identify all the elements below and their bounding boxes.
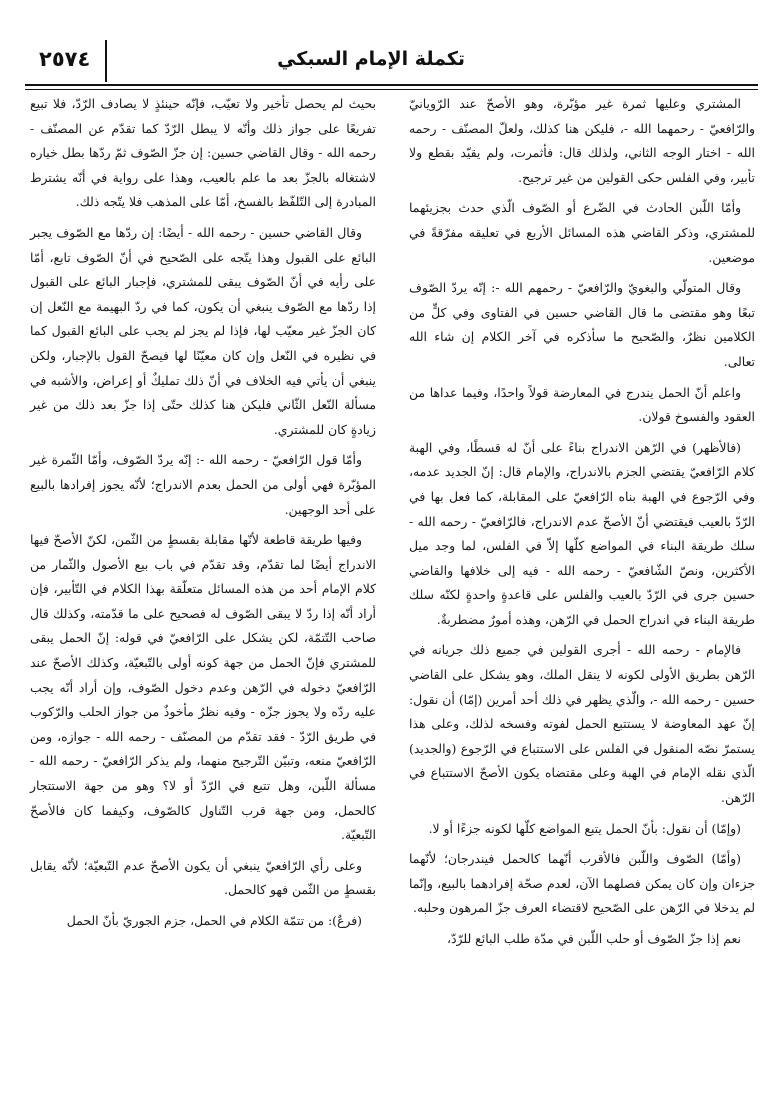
paragraph: (وإمّا) أن نقول: بأنّ الحمل يتبع المواضع كلّها لكونه جزءًا أو لا. [428, 820, 741, 836]
header-divider [105, 40, 107, 82]
paragraph: بحيث لم يحصل تأخير ولا تعيّب، فإنّه حينئذٍ لا يصادف الرّدّ، فلا تبيع تفريعًا على جواز ذلك وأنّه لا يبطل الرّدّ كما تقدّم عن المصنّف - رحمه الله - وقال القاضي حسين: إن جزّ الصّوف ثمّ ردّها بطل خياره لاشتغاله بالجزّ بعد ما علم بالعيب، وهذا على رواية في أنّه يشترط المبادرة إلى التّلفّظ بالفسخ، أمّا على المذهب فلا يتّجه ذلك. [30, 96, 376, 210]
paragraph: واعلم أنّ الحمل يندرج في المعارضة قولاً واحدًا، وفيما عداها من العقود والفسوخ قولان. [409, 384, 755, 425]
header-rule [25, 84, 758, 90]
paragraph: فالإمام - رحمه الله - أجرى القولين في جميع ذلك جريانه في الرّهن بطريق الأولى لكونه لا ينقل الملك، وهو يشكل على القاضي حسين - رحمه الله -، والّذي يظهر في ذلك أحد أمرين (إمّا) أن نقول: إنّ عهد المعاوضة لا يستتبع الحمل لفوته وفسخه لذلك، وعلى هذا يستمرّ نصّه المنقول في الفلس على الاستتباع في الرّجوع (والجديد) الّذي نقله الإمام في الهبة وعلى مقتضاه يكون الأصحّ الاستتباع في الرّهن. [409, 642, 755, 806]
right-column [409, 92, 755, 1082]
paragraph: المشتري وعليها ثمرة غير مؤبّرة، وهو الأصحّ عند الرّويانيّ والرّافعيّ - رحمهما الله -، فليكن هنا كذلك، ولعلّ المصنّف - رحمه الله - اختار الوجه الثاني، ولذلك قال: فأثمرت، ولم يقيّد بقطع ولا تأبير، وفي الفلس حكى القولين من غير ترجيح. [409, 96, 755, 185]
left-column [30, 92, 376, 1082]
page-header [25, 36, 755, 82]
paragraph: وفيها طريقة قاطعة لأنّها مقابلة بقسطٍ من الثّمن، لكنّ الأصحّ فيها الاندراج أيضًا لما تقدّم، وقد تقدّم في باب بيع الأصول والثّمار من كلام الإمام أحد من هذه المسائل متعلّقة بهذا الكلام في التّأبير، فإن أراد أنّه إذا ردّ لا يبقى الصّوف له فصحيح على ما قدّمته، وكذلك قال صاحب التّتمّة، لكن يشكل على الرّافعيّ في قوله: إنّ الحمل يبقى للمشتري فإنّ الحمل من جهة كونه أولى بالتّبعيّة، وكذلك الأصحّ عند الرّافعيّ دخوله في الرّهن وعدم دخول الصّوف، وإن أراد أنّه يجب عليه ردّه ولا يجوز جزّه - وفيه نظرٌ مأخوذٌ من جواز الحلب والرّكوب في طريق الرّدّ - فقد تقدّم من المصنّف - رحمه الله - جوازه، ومن الرّافعيّ منعه، وتبيّن التّرجيح منهما، ولم يذكر الرّافعيّ - رحمه الله - مسألة اللّبن، وهل تتبع في الرّدّ أو لا؟ وهو من جهة الاستتجار كالحمل، ومن جهة قرب التّناول كالصّوف، وكيفما كان فالأصحّ التّبعيّة. [30, 532, 376, 843]
page-number: ٢٥٧٤ [39, 47, 91, 71]
paragraph: وعلى رأي الرّافعيّ ينبغي أن يكون الأصحّ عدم التّبعيّة؛ لأنّه يقابل بقسطٍ من الثّمن فهو كالحمل. [30, 857, 376, 898]
paragraph: وقال المتولّي والبغويّ والرّافعيّ - رحمهم الله -: إنّه يردّ الصّوف تبعًا وهو مقتضى ما قال القاضي حسين في الفتاوى وفي كلٍّ من الكلامين نظرٌ، والصّحيح ما سأذكره في آخر الكلام إن شاء الله تعالى. [409, 280, 755, 369]
text-columns [30, 92, 755, 1082]
book-title: تكملة الإمام السبكي [277, 48, 465, 70]
paragraph: وأمّا اللّبن الحادث في الضّرع أو الصّوف الّذي حدث بجزيئهما للمشتري، وذكر القاضي هذه المسائل الأربع في تعليقه مفرّقةً في موضعين. [409, 200, 755, 265]
paragraph: (فرعٌ): من تتمّة الكلام في الحمل، جزم الجوريّ بأنّ الحمل [66, 913, 362, 928]
paragraph: (فالأظهر) في الرّهن الاندراج بناءً على أنّ له قسطًا، وفي الهبة كلام الرّافعيّ يقتضي الجزم بالاندراج، والإمام قال: إنّ الجديد عدمه، وفي الرّجوع في الهبة بناه الرّافعيّ على المقابلة، كما فعل بها في الرّدّ بالعيب فيقتضي أنّ الأصحّ عدم الاندراج، فالرّافعيّ - رحمه الله - سلك طريقة البناء في المواضع كلّها إلاّ في الفلس، لما وجد ميل الأكثرين، ونصّ الشّافعيّ - رحمه الله - فيه إلى خلافها والقاضي حسين جرى في الرّدّ بالعيب والفلس على قاعدةٍ واحدةٍ لكنّه سلك طريقة البناء في اندراج الحمل في الرّهن، وهذه أمورٌ مضطربةٌ. [409, 439, 755, 627]
paragraph: نعم إذا جزّ الصّوف أو حلب اللّبن في مدّة طلب البائع للرّدّ، [447, 931, 741, 946]
paragraph: وأمّا قول الرّافعيّ - رحمه الله -: إنّه يردّ الصّوف، وأمّا الثّمرة غير المؤبّرة فهي أولى من الحمل بعدم الاندراج؛ لأنّه يجوز إفرادها بالبيع على أحد الوجهين. [30, 452, 376, 517]
paragraph: وقال القاضي حسين - رحمه الله - أيضًا: إن ردّها مع الصّوف يجبر البائع على القبول وهذا يتّجه على الصّحيح في أنّ الصّوف تابع، أمّا على رأيه في أنّ الصّوف يبقى للمشتري، فإجبار البائع على القبول إذا ردّها مع الصّوف ينبغي أن يكون، كما في ردّ البهيمة مع النّعل إن كان الجزّ غير معيّب لها، فإذا لم يجز لم يجب على البائع القبول كما في نظيره في النّعل وإن كان معيّنًا لها فيصحّ القول بالإجبار، ولكن ينبغي أن يأتي فيه الخلاف في أنّ ذلك تمليكٌ أو إعراض، والأشبه في مسألة النّعل الثّاني فليكن هنا كذلك حتّى إذا جزّ بعد ذلك من غير زيادةٍ كان للمشتري. [30, 224, 376, 437]
paragraph: (وأمّا) الصّوف واللّبن فالأقرب أنّهما كالحمل فيندرجان؛ لأنّهما جزءان وإن كان يمكن فصلهما الآن، لعدم صحّة إفرادهما بالبيع، وإنّما لم يدخلا في الرّهن على الصّحيح لاقتضاء العرف جزّ المرهون وحلبه. [409, 851, 755, 916]
